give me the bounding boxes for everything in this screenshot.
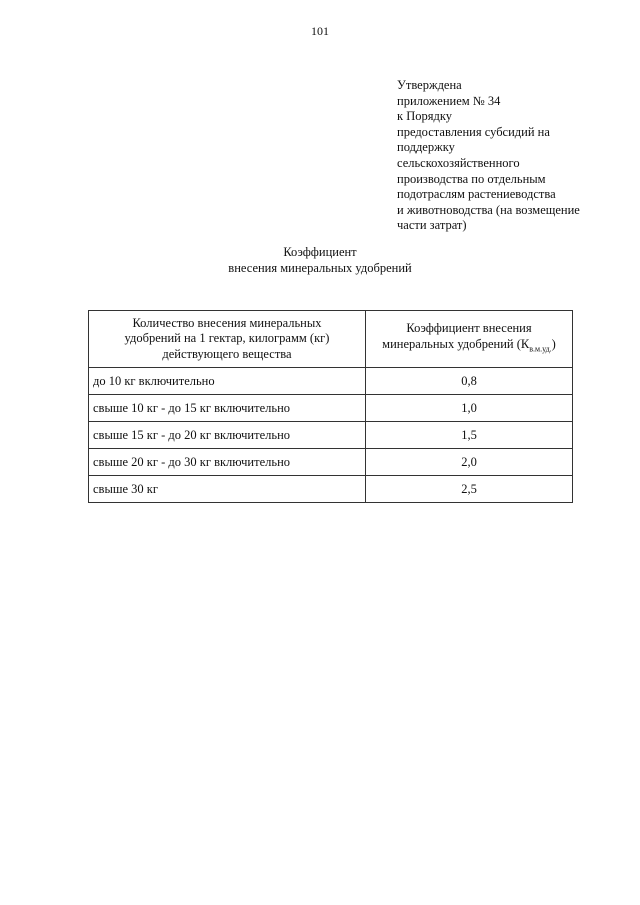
approval-line: поддержку	[397, 140, 455, 155]
table-row	[89, 368, 573, 395]
approval-block	[397, 78, 617, 234]
table-row	[89, 422, 573, 449]
cell-amount: до 10 кг включительно	[89, 368, 366, 395]
table-row	[89, 449, 573, 476]
header-amount-line: удобрений на 1 гектар, килограмм (кг)	[124, 331, 330, 346]
table-row	[89, 476, 573, 503]
cell-amount: свыше 20 кг - до 30 кг включительно	[89, 449, 366, 476]
approval-line: к Порядку	[397, 109, 452, 124]
cell-amount: свыше 30 кг	[89, 476, 366, 503]
cell-coefficient: 1,0	[366, 395, 573, 422]
approval-line: и животноводства (на возмещение	[397, 202, 580, 217]
header-coefficient-line	[370, 337, 568, 357]
approval-line: части затрат)	[397, 218, 467, 233]
cell-coefficient: 2,0	[366, 449, 573, 476]
approval-line: предоставления субсидий на	[397, 124, 550, 139]
header-coefficient-line: Коэффициент внесения	[406, 321, 532, 336]
approval-line: Утверждена	[397, 78, 462, 92]
approval-line: приложением № 34	[397, 93, 501, 108]
approval-line: подотраслям растениеводства	[397, 187, 556, 202]
header-coefficient-subscript: в.м.уд.	[529, 344, 552, 354]
header-amount-line: действующего вещества	[162, 346, 292, 361]
header-coefficient-close: )	[551, 336, 556, 351]
approval-line: сельскохозяйственного	[397, 155, 520, 170]
document-title-line2: внесения минеральных удобрений	[228, 260, 412, 275]
approval-line: производства по отдельным	[397, 171, 546, 186]
document-title	[0, 245, 640, 276]
cell-coefficient: 0,8	[366, 368, 573, 395]
page-number: 101	[311, 24, 329, 38]
cell-amount: свыше 15 кг - до 20 кг включительно	[89, 422, 366, 449]
coefficient-table	[88, 310, 573, 503]
table-header-row	[89, 311, 573, 368]
header-amount-line: Количество внесения минеральных	[132, 315, 322, 330]
table-row	[89, 395, 573, 422]
header-coefficient-text: минеральных удобрений (К	[382, 336, 530, 351]
cell-coefficient: 1,5	[366, 422, 573, 449]
cell-amount: свыше 10 кг - до 15 кг включительно	[89, 395, 366, 422]
cell-coefficient: 2,5	[366, 476, 573, 503]
header-coefficient	[366, 311, 573, 368]
document-title-line1: Коэффициент	[283, 245, 357, 259]
header-amount	[89, 311, 366, 368]
